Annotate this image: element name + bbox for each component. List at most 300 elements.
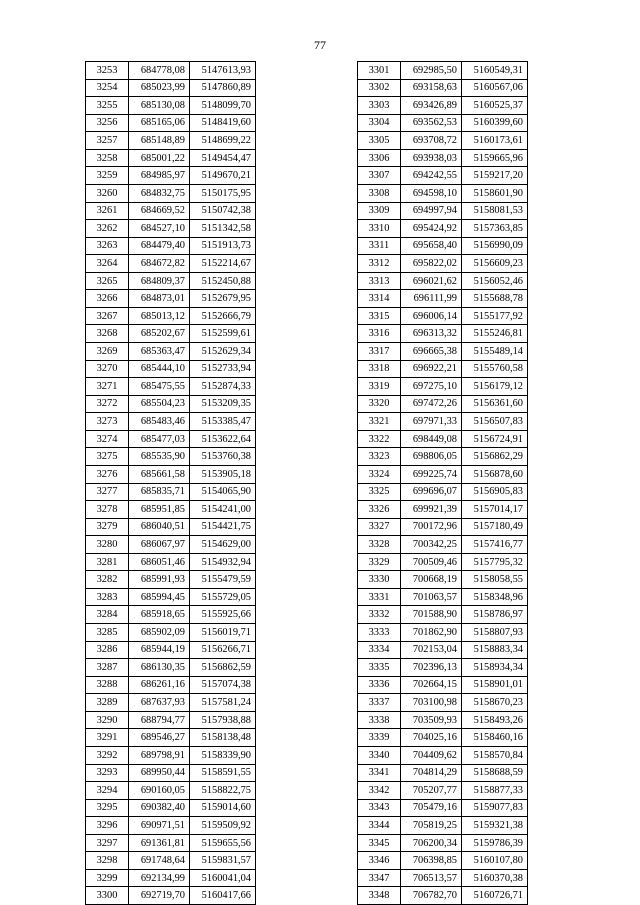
x-coordinate-cell: 685001,22 <box>129 149 190 167</box>
y-coordinate-cell: 5148419,60 <box>190 114 256 132</box>
y-coordinate-cell: 5155489,14 <box>462 343 528 361</box>
point-number-cell: 3278 <box>86 501 129 519</box>
point-number-cell: 3327 <box>358 518 401 536</box>
y-coordinate-cell: 5148099,70 <box>190 97 256 115</box>
x-coordinate-cell: 685991,93 <box>129 571 190 589</box>
table-row <box>358 606 528 624</box>
table-row <box>358 272 528 290</box>
point-number-cell: 3271 <box>86 378 129 396</box>
y-coordinate-cell: 5157581,24 <box>190 694 256 712</box>
y-coordinate-cell: 5158601,90 <box>462 184 528 202</box>
table-row <box>358 624 528 642</box>
y-coordinate-cell: 5160567,06 <box>462 79 528 97</box>
x-coordinate-cell: 685661,58 <box>129 465 190 483</box>
y-coordinate-cell: 5152733,94 <box>190 360 256 378</box>
point-number-cell: 3253 <box>86 62 129 80</box>
x-coordinate-cell: 685944,19 <box>129 641 190 659</box>
x-coordinate-cell: 693562,53 <box>401 114 462 132</box>
x-coordinate-cell: 706398,85 <box>401 852 462 870</box>
table-row <box>358 465 528 483</box>
point-number-cell: 3333 <box>358 624 401 642</box>
table-row <box>86 834 256 852</box>
x-coordinate-cell: 693938,03 <box>401 149 462 167</box>
x-coordinate-cell: 685013,12 <box>129 307 190 325</box>
x-coordinate-cell: 700342,25 <box>401 536 462 554</box>
point-number-cell: 3340 <box>358 746 401 764</box>
x-coordinate-cell: 695658,40 <box>401 237 462 255</box>
point-number-cell: 3313 <box>358 272 401 290</box>
y-coordinate-cell: 5152874,33 <box>190 378 256 396</box>
y-coordinate-cell: 5154629,00 <box>190 536 256 554</box>
table-row <box>86 184 256 202</box>
table-row <box>86 290 256 308</box>
y-coordinate-cell: 5156361,60 <box>462 395 528 413</box>
x-coordinate-cell: 685148,89 <box>129 132 190 150</box>
table-row <box>358 799 528 817</box>
x-coordinate-cell: 684479,40 <box>129 237 190 255</box>
x-coordinate-cell: 701588,90 <box>401 606 462 624</box>
point-number-cell: 3338 <box>358 711 401 729</box>
y-coordinate-cell: 5157180,49 <box>462 518 528 536</box>
x-coordinate-cell: 685504,23 <box>129 395 190 413</box>
table-row <box>358 887 528 905</box>
y-coordinate-cell: 5152450,88 <box>190 272 256 290</box>
table-row <box>86 624 256 642</box>
x-coordinate-cell: 698806,05 <box>401 448 462 466</box>
table-row <box>358 852 528 870</box>
table-row <box>358 290 528 308</box>
x-coordinate-cell: 692134,99 <box>129 869 190 887</box>
y-coordinate-cell: 5157363,85 <box>462 220 528 238</box>
table-row <box>358 255 528 273</box>
table-row <box>358 220 528 238</box>
x-coordinate-cell: 703100,98 <box>401 694 462 712</box>
table-row <box>86 711 256 729</box>
table-row <box>86 114 256 132</box>
x-coordinate-cell: 697472,26 <box>401 395 462 413</box>
y-coordinate-cell: 5156862,29 <box>462 448 528 466</box>
table-row <box>86 325 256 343</box>
table-row <box>358 343 528 361</box>
point-number-cell: 3282 <box>86 571 129 589</box>
table-row <box>86 782 256 800</box>
x-coordinate-cell: 685483,46 <box>129 413 190 431</box>
point-number-cell: 3324 <box>358 465 401 483</box>
table-row <box>358 325 528 343</box>
x-coordinate-cell: 702664,15 <box>401 676 462 694</box>
table-row <box>86 799 256 817</box>
y-coordinate-cell: 5153760,38 <box>190 448 256 466</box>
point-number-cell: 3267 <box>86 307 129 325</box>
point-number-cell: 3301 <box>358 62 401 80</box>
y-coordinate-cell: 5148699,22 <box>190 132 256 150</box>
x-coordinate-cell: 693426,89 <box>401 97 462 115</box>
point-number-cell: 3266 <box>86 290 129 308</box>
point-number-cell: 3288 <box>86 676 129 694</box>
table-row <box>358 430 528 448</box>
table-row <box>358 307 528 325</box>
y-coordinate-cell: 5156179,12 <box>462 378 528 396</box>
table-row <box>86 255 256 273</box>
y-coordinate-cell: 5158460,16 <box>462 729 528 747</box>
table-row <box>358 97 528 115</box>
table-row <box>358 694 528 712</box>
table-row <box>358 149 528 167</box>
y-coordinate-cell: 5158934,34 <box>462 659 528 677</box>
y-coordinate-cell: 5156266,71 <box>190 641 256 659</box>
table-row <box>358 413 528 431</box>
coordinates-table-left <box>85 61 256 905</box>
x-coordinate-cell: 686040,51 <box>129 518 190 536</box>
y-coordinate-cell: 5159509,92 <box>190 817 256 835</box>
y-coordinate-cell: 5159077,83 <box>462 799 528 817</box>
table-row <box>358 588 528 606</box>
x-coordinate-cell: 706200,34 <box>401 834 462 852</box>
table-row <box>86 202 256 220</box>
x-coordinate-cell: 684672,82 <box>129 255 190 273</box>
y-coordinate-cell: 5158807,93 <box>462 624 528 642</box>
x-coordinate-cell: 685994,45 <box>129 588 190 606</box>
point-number-cell: 3268 <box>86 325 129 343</box>
x-coordinate-cell: 691748,64 <box>129 852 190 870</box>
y-coordinate-cell: 5158822,75 <box>190 782 256 800</box>
point-number-cell: 3270 <box>86 360 129 378</box>
table-row <box>358 448 528 466</box>
y-coordinate-cell: 5160173,61 <box>462 132 528 150</box>
y-coordinate-cell: 5156019,71 <box>190 624 256 642</box>
y-coordinate-cell: 5157074,38 <box>190 676 256 694</box>
point-number-cell: 3260 <box>86 184 129 202</box>
point-number-cell: 3342 <box>358 782 401 800</box>
table-row <box>86 307 256 325</box>
table-row <box>358 869 528 887</box>
point-number-cell: 3317 <box>358 343 401 361</box>
table-row <box>86 395 256 413</box>
x-coordinate-cell: 701862,90 <box>401 624 462 642</box>
table-row <box>86 413 256 431</box>
x-coordinate-cell: 685475,55 <box>129 378 190 396</box>
table-row <box>358 834 528 852</box>
table-row <box>86 518 256 536</box>
x-coordinate-cell: 686130,35 <box>129 659 190 677</box>
point-number-cell: 3343 <box>358 799 401 817</box>
x-coordinate-cell: 696006,14 <box>401 307 462 325</box>
point-number-cell: 3283 <box>86 588 129 606</box>
x-coordinate-cell: 702153,04 <box>401 641 462 659</box>
point-number-cell: 3265 <box>86 272 129 290</box>
x-coordinate-cell: 705479,16 <box>401 799 462 817</box>
y-coordinate-cell: 5155479,59 <box>190 571 256 589</box>
table-row <box>86 220 256 238</box>
y-coordinate-cell: 5159014,60 <box>190 799 256 817</box>
table-row <box>358 764 528 782</box>
table-row <box>86 746 256 764</box>
y-coordinate-cell: 5152666,79 <box>190 307 256 325</box>
y-coordinate-cell: 5156878,60 <box>462 465 528 483</box>
point-number-cell: 3272 <box>86 395 129 413</box>
point-number-cell: 3348 <box>358 887 401 905</box>
y-coordinate-cell: 5158493,26 <box>462 711 528 729</box>
y-coordinate-cell: 5147860,89 <box>190 79 256 97</box>
x-coordinate-cell: 697971,33 <box>401 413 462 431</box>
table-row <box>86 97 256 115</box>
point-number-cell: 3306 <box>358 149 401 167</box>
x-coordinate-cell: 685444,10 <box>129 360 190 378</box>
table-row <box>358 518 528 536</box>
x-coordinate-cell: 697275,10 <box>401 378 462 396</box>
point-number-cell: 3300 <box>86 887 129 905</box>
point-number-cell: 3287 <box>86 659 129 677</box>
y-coordinate-cell: 5158901,01 <box>462 676 528 694</box>
x-coordinate-cell: 685835,71 <box>129 483 190 501</box>
page-number: 77 <box>314 38 326 52</box>
point-number-cell: 3314 <box>358 290 401 308</box>
x-coordinate-cell: 694242,55 <box>401 167 462 185</box>
point-number-cell: 3264 <box>86 255 129 273</box>
y-coordinate-cell: 5158688,59 <box>462 764 528 782</box>
y-coordinate-cell: 5159786,39 <box>462 834 528 852</box>
x-coordinate-cell: 687637,93 <box>129 694 190 712</box>
y-coordinate-cell: 5157014,17 <box>462 501 528 519</box>
y-coordinate-cell: 5158138,48 <box>190 729 256 747</box>
table-row <box>86 448 256 466</box>
x-coordinate-cell: 684832,75 <box>129 184 190 202</box>
table-row <box>358 817 528 835</box>
table-row <box>86 869 256 887</box>
point-number-cell: 3302 <box>358 79 401 97</box>
x-coordinate-cell: 695822,02 <box>401 255 462 273</box>
y-coordinate-cell: 5154421,75 <box>190 518 256 536</box>
table-row <box>86 149 256 167</box>
x-coordinate-cell: 696021,62 <box>401 272 462 290</box>
table-row <box>86 360 256 378</box>
table-row <box>86 237 256 255</box>
y-coordinate-cell: 5160525,37 <box>462 97 528 115</box>
point-number-cell: 3345 <box>358 834 401 852</box>
table-row <box>358 114 528 132</box>
point-number-cell: 3311 <box>358 237 401 255</box>
table-row <box>86 659 256 677</box>
point-number-cell: 3291 <box>86 729 129 747</box>
table-row <box>86 852 256 870</box>
point-number-cell: 3329 <box>358 553 401 571</box>
y-coordinate-cell: 5155729,05 <box>190 588 256 606</box>
y-coordinate-cell: 5157795,32 <box>462 553 528 571</box>
y-coordinate-cell: 5156862,59 <box>190 659 256 677</box>
point-number-cell: 3255 <box>86 97 129 115</box>
y-coordinate-cell: 5151342,58 <box>190 220 256 238</box>
point-number-cell: 3274 <box>86 430 129 448</box>
x-coordinate-cell: 684778,08 <box>129 62 190 80</box>
point-number-cell: 3296 <box>86 817 129 835</box>
table-row <box>86 167 256 185</box>
table-row <box>86 606 256 624</box>
y-coordinate-cell: 5150742,38 <box>190 202 256 220</box>
y-coordinate-cell: 5156609,23 <box>462 255 528 273</box>
y-coordinate-cell: 5158883,34 <box>462 641 528 659</box>
table-row <box>86 887 256 905</box>
x-coordinate-cell: 696922,21 <box>401 360 462 378</box>
point-number-cell: 3331 <box>358 588 401 606</box>
y-coordinate-cell: 5155925,66 <box>190 606 256 624</box>
y-coordinate-cell: 5156905,83 <box>462 483 528 501</box>
point-number-cell: 3328 <box>358 536 401 554</box>
y-coordinate-cell: 5154065,90 <box>190 483 256 501</box>
point-number-cell: 3259 <box>86 167 129 185</box>
x-coordinate-cell: 700172,96 <box>401 518 462 536</box>
point-number-cell: 3299 <box>86 869 129 887</box>
x-coordinate-cell: 690971,51 <box>129 817 190 835</box>
x-coordinate-cell: 704814,29 <box>401 764 462 782</box>
table-row <box>86 694 256 712</box>
table-row <box>358 360 528 378</box>
x-coordinate-cell: 684985,97 <box>129 167 190 185</box>
point-number-cell: 3339 <box>358 729 401 747</box>
x-coordinate-cell: 700509,46 <box>401 553 462 571</box>
y-coordinate-cell: 5152679,95 <box>190 290 256 308</box>
x-coordinate-cell: 696111,99 <box>401 290 462 308</box>
x-coordinate-cell: 689798,91 <box>129 746 190 764</box>
x-coordinate-cell: 692719,70 <box>129 887 190 905</box>
table-row <box>358 782 528 800</box>
table-row <box>86 553 256 571</box>
point-number-cell: 3254 <box>86 79 129 97</box>
point-number-cell: 3315 <box>358 307 401 325</box>
y-coordinate-cell: 5154932,94 <box>190 553 256 571</box>
point-number-cell: 3284 <box>86 606 129 624</box>
y-coordinate-cell: 5158339,90 <box>190 746 256 764</box>
x-coordinate-cell: 688794,77 <box>129 711 190 729</box>
x-coordinate-cell: 686051,46 <box>129 553 190 571</box>
table-row <box>358 711 528 729</box>
coordinates-table-right <box>357 61 528 905</box>
table-row <box>358 202 528 220</box>
x-coordinate-cell: 684527,10 <box>129 220 190 238</box>
y-coordinate-cell: 5155688,78 <box>462 290 528 308</box>
point-number-cell: 3280 <box>86 536 129 554</box>
table-row <box>86 588 256 606</box>
point-number-cell: 3269 <box>86 343 129 361</box>
y-coordinate-cell: 5160549,31 <box>462 62 528 80</box>
point-number-cell: 3309 <box>358 202 401 220</box>
x-coordinate-cell: 693158,63 <box>401 79 462 97</box>
point-number-cell: 3337 <box>358 694 401 712</box>
x-coordinate-cell: 694997,94 <box>401 202 462 220</box>
x-coordinate-cell: 686067,97 <box>129 536 190 554</box>
y-coordinate-cell: 5153385,47 <box>190 413 256 431</box>
point-number-cell: 3319 <box>358 378 401 396</box>
table-row <box>86 430 256 448</box>
x-coordinate-cell: 706513,57 <box>401 869 462 887</box>
table-row <box>86 343 256 361</box>
y-coordinate-cell: 5159665,96 <box>462 149 528 167</box>
x-coordinate-cell: 706782,70 <box>401 887 462 905</box>
table-row <box>358 659 528 677</box>
y-coordinate-cell: 5150175,95 <box>190 184 256 202</box>
point-number-cell: 3320 <box>358 395 401 413</box>
table-row <box>86 536 256 554</box>
table-row <box>86 764 256 782</box>
table-row <box>358 378 528 396</box>
point-number-cell: 3304 <box>358 114 401 132</box>
table-row <box>86 62 256 80</box>
point-number-cell: 3325 <box>358 483 401 501</box>
point-number-cell: 3336 <box>358 676 401 694</box>
point-number-cell: 3281 <box>86 553 129 571</box>
x-coordinate-cell: 699921,39 <box>401 501 462 519</box>
point-number-cell: 3273 <box>86 413 129 431</box>
x-coordinate-cell: 684809,37 <box>129 272 190 290</box>
y-coordinate-cell: 5160399,60 <box>462 114 528 132</box>
x-coordinate-cell: 700668,19 <box>401 571 462 589</box>
point-number-cell: 3276 <box>86 465 129 483</box>
table-row <box>358 571 528 589</box>
point-number-cell: 3258 <box>86 149 129 167</box>
y-coordinate-cell: 5156990,09 <box>462 237 528 255</box>
point-number-cell: 3297 <box>86 834 129 852</box>
x-coordinate-cell: 704409,62 <box>401 746 462 764</box>
point-number-cell: 3292 <box>86 746 129 764</box>
x-coordinate-cell: 690382,40 <box>129 799 190 817</box>
y-coordinate-cell: 5147613,93 <box>190 62 256 80</box>
table-row <box>358 483 528 501</box>
point-number-cell: 3277 <box>86 483 129 501</box>
table-row <box>358 746 528 764</box>
y-coordinate-cell: 5153209,35 <box>190 395 256 413</box>
y-coordinate-cell: 5158786,97 <box>462 606 528 624</box>
table-row <box>86 483 256 501</box>
x-coordinate-cell: 689546,27 <box>129 729 190 747</box>
point-number-cell: 3298 <box>86 852 129 870</box>
point-number-cell: 3326 <box>358 501 401 519</box>
y-coordinate-cell: 5157938,88 <box>190 711 256 729</box>
x-coordinate-cell: 685902,09 <box>129 624 190 642</box>
point-number-cell: 3334 <box>358 641 401 659</box>
point-number-cell: 3293 <box>86 764 129 782</box>
point-number-cell: 3295 <box>86 799 129 817</box>
y-coordinate-cell: 5160417,66 <box>190 887 256 905</box>
table-row <box>86 465 256 483</box>
table-row <box>358 132 528 150</box>
y-coordinate-cell: 5160107,80 <box>462 852 528 870</box>
x-coordinate-cell: 694598,10 <box>401 184 462 202</box>
point-number-cell: 3316 <box>358 325 401 343</box>
x-coordinate-cell: 684669,52 <box>129 202 190 220</box>
y-coordinate-cell: 5157416,77 <box>462 536 528 554</box>
table-row <box>86 641 256 659</box>
table-row <box>86 571 256 589</box>
y-coordinate-cell: 5160726,71 <box>462 887 528 905</box>
x-coordinate-cell: 686261,16 <box>129 676 190 694</box>
point-number-cell: 3305 <box>358 132 401 150</box>
point-number-cell: 3307 <box>358 167 401 185</box>
x-coordinate-cell: 705207,77 <box>401 782 462 800</box>
table-row <box>358 237 528 255</box>
y-coordinate-cell: 5156724,91 <box>462 430 528 448</box>
x-coordinate-cell: 685165,06 <box>129 114 190 132</box>
point-number-cell: 3318 <box>358 360 401 378</box>
y-coordinate-cell: 5158081,53 <box>462 202 528 220</box>
point-number-cell: 3279 <box>86 518 129 536</box>
y-coordinate-cell: 5159655,56 <box>190 834 256 852</box>
y-coordinate-cell: 5155760,58 <box>462 360 528 378</box>
y-coordinate-cell: 5158670,23 <box>462 694 528 712</box>
table-row <box>86 132 256 150</box>
y-coordinate-cell: 5153622,64 <box>190 430 256 448</box>
x-coordinate-cell: 696313,32 <box>401 325 462 343</box>
x-coordinate-cell: 699696,07 <box>401 483 462 501</box>
point-number-cell: 3289 <box>86 694 129 712</box>
